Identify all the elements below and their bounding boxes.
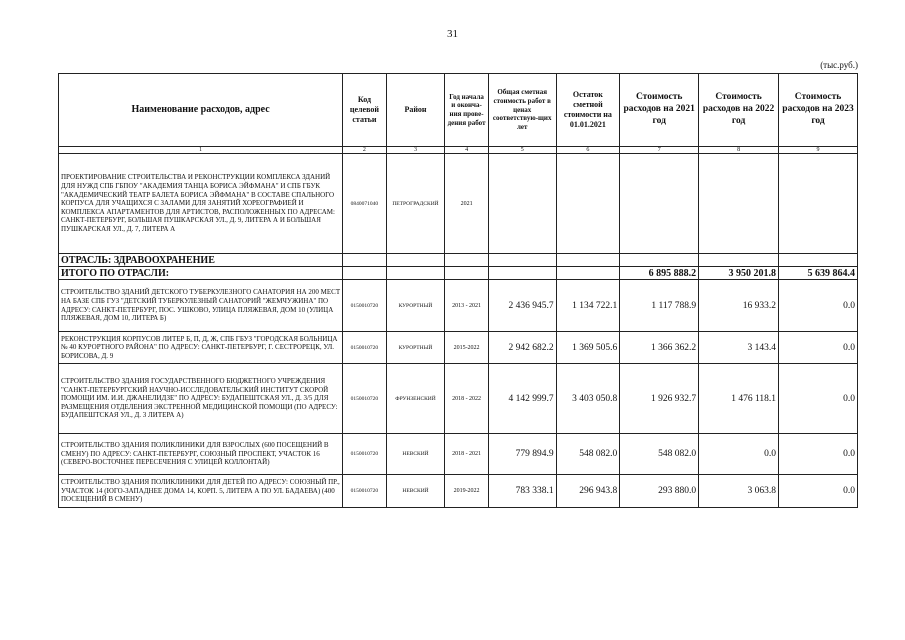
row-code: 0150010720 [343,475,386,508]
row-empty-cell [386,254,445,267]
row-empty-cell [779,254,858,267]
row-name: СТРОИТЕЛЬСТВО ЗДАНИЯ ПОЛИКЛИНИКИ ДЛЯ ВЗРОСЛЫХ (600 ПОСЕЩЕНИЙ В СМЕНУ) ПО АДРЕСУ: САНКТ-ПЕТЕРБУРГ, СОЮЗНЫЙ ПРОСПЕКТ, УЧАСТОК 16 (СЕВЕРО-ВОСТОЧНЕЕ ПЕРЕСЕЧЕНИЯ С УЛИЦЕЙ КОЛЛОНТАЙ) [59,434,343,475]
row-total-cost: 2 436 945.7 [488,280,556,332]
column-number: 1 [59,147,343,154]
row-empty-cell [779,154,858,254]
row-district: ПЕТРОГРАДСКИЙ [386,154,445,254]
row-district: НЕВСКИЙ [386,434,445,475]
row-empty-cell [386,267,445,280]
column-number: 9 [779,147,858,154]
row-code: 0150010720 [343,434,386,475]
row-empty-cell [488,254,556,267]
row-code: 0150010720 [343,280,386,332]
row-remainder: 3 403 050.8 [556,364,620,434]
row-remainder: 1 134 722.1 [556,280,620,332]
row-empty-cell [343,254,386,267]
row-total-cost: 779 894.9 [488,434,556,475]
header-name: Наименование расходов, адрес [59,74,343,147]
row-empty-cell [699,154,779,254]
column-number: 7 [620,147,699,154]
row-cost-2022: 16 933.2 [699,280,779,332]
budget-table [58,73,858,508]
row-empty-cell [488,154,556,254]
row-cost-2022: 3 143.4 [699,332,779,364]
column-number: 6 [556,147,620,154]
row-remainder: 296 943.8 [556,475,620,508]
header-cost-2021: Стоимость расходов на 2021 год [620,74,699,147]
row-code: 0150010720 [343,364,386,434]
header-years: Год начала и оконча-ния прове-дения работ [445,74,488,147]
column-number: 3 [386,147,445,154]
header-total-cost: Общая сметная стоимость работ в ценах соответствую-щих лет [488,74,556,147]
row-district: НЕВСКИЙ [386,475,445,508]
header-row [59,74,858,147]
row-name: СТРОИТЕЛЬСТВО ЗДАНИЙ ДЕТСКОГО ТУБЕРКУЛЕЗНОГО САНАТОРИЯ НА 200 МЕСТ НА БАЗЕ СПБ ГУЗ "ДЕТСКИЙ ТУБЕРКУЛЕЗНЫЙ САНАТОРИЙ "ЖЕМЧУЖИНА" ПО АДРЕСУ: САНКТ-ПЕТЕРБУРГ, ПОС. УШКОВО, УЛИЦА ПЛЯЖЕВАЯ, ДОМ 10 (УЛИЦА ПЛЯЖЕВАЯ, ДОМ 10, ЛИТЕРА Б) [59,280,343,332]
table-row [59,280,858,332]
row-empty-cell [488,267,556,280]
row-years: 2018 - 2022 [445,364,488,434]
row-district: ФРУНЗЕНСКИЙ [386,364,445,434]
row-years: 2019-2022 [445,475,488,508]
row-name: СТРОИТЕЛЬСТВО ЗДАНИЯ ГОСУДАРСТВЕННОГО БЮДЖЕТНОГО УЧРЕЖДЕНИЯ "САНКТ-ПЕТЕРБУРГСКИЙ НАУЧНО-ИССЛЕДОВАТЕЛЬСКИЙ ИНСТИТУТ СКОРОЙ ПОМОЩИ ИМ. И.И. ДЖАНЕЛИДЗЕ" ПО АДРЕСУ: БУДАПЕШТСКАЯ УЛ., Д. 3/5 ДЛЯ РАЗМЕЩЕНИЯ ОТДЕЛЕНИЯ ЭКСТРЕННОЙ МЕДИЦИНСКОЙ ПОМОЩИ (ПО АДРЕСУ: БУДАПЕШТСКАЯ УЛ., Д. 3 ЛИТЕРА А) [59,364,343,434]
sector-total-row [59,267,858,280]
row-name: СТРОИТЕЛЬСТВО ЗДАНИЯ ПОЛИКЛИНИКИ ДЛЯ ДЕТЕЙ ПО АДРЕСУ: СОЮЗНЫЙ ПР., УЧАСТОК 14 (ЮГО-ЗАПАДНЕЕ ДОМА 14, КОРП. 5, ЛИТЕРА А ПО УЛ. БАДАЕВА) (400 ПОСЕЩЕНИЙ В СМЕНУ) [59,475,343,508]
row-total-cost: 2 942 682.2 [488,332,556,364]
row-empty-cell [620,254,699,267]
sector-total-label: ИТОГО ПО ОТРАСЛИ: [59,267,343,280]
row-cost-2021: 293 880.0 [620,475,699,508]
row-cost-2022: 0.0 [699,434,779,475]
row-cost-2023: 0.0 [779,332,858,364]
row-cost-2023: 0.0 [779,475,858,508]
row-name: РЕКОНСТРУКЦИЯ КОРПУСОВ ЛИТЕР Б, П, Д, Ж, СПБ ГБУЗ "ГОРОДСКАЯ БОЛЬНИЦА № 40 КУРОРТНОГО РАЙОНА" ПО АДРЕСУ: САНКТ-ПЕТЕРБУРГ, Г. СЕСТРОРЕЦК, УЛ. БОРИСОВА, Д. 9 [59,332,343,364]
header-remainder: Остаток сметной стоимости на 01.01.2021 [556,74,620,147]
total-cost-2023: 5 639 864.4 [779,267,858,280]
row-cost-2021: 1 117 788.9 [620,280,699,332]
project-row [59,154,858,254]
header-code: Код целевой статьи [343,74,386,147]
page-number: 31 [447,28,458,40]
header-cost-2023: Стоимость расходов на 2023 год [779,74,858,147]
row-empty-cell [699,254,779,267]
units-label: (тыс.руб.) [820,60,858,70]
column-number: 8 [699,147,779,154]
row-cost-2021: 548 082.0 [620,434,699,475]
sector-title: ОТРАСЛЬ: ЗДРАВООХРАНЕНИЕ [59,254,343,267]
row-empty-cell [556,254,620,267]
table-row [59,364,858,434]
row-code: 0150010720 [343,332,386,364]
row-empty-cell [620,154,699,254]
total-cost-2022: 3 950 201.8 [699,267,779,280]
column-number: 2 [343,147,386,154]
total-cost-2021: 6 895 888.2 [620,267,699,280]
row-years: 2015-2022 [445,332,488,364]
column-number: 5 [488,147,556,154]
column-number: 4 [445,147,488,154]
row-empty-cell [445,267,488,280]
column-number-row [59,147,858,154]
row-empty-cell [445,254,488,267]
row-years: 2018 - 2021 [445,434,488,475]
row-remainder: 548 082.0 [556,434,620,475]
header-district: Район [386,74,445,147]
row-total-cost: 783 338.1 [488,475,556,508]
row-cost-2023: 0.0 [779,364,858,434]
table-row [59,434,858,475]
row-empty-cell [556,154,620,254]
row-empty-cell [556,267,620,280]
row-total-cost: 4 142 999.7 [488,364,556,434]
row-years: 2013 - 2021 [445,280,488,332]
row-cost-2021: 1 926 932.7 [620,364,699,434]
row-cost-2023: 0.0 [779,280,858,332]
row-empty-cell [343,267,386,280]
row-cost-2022: 1 476 118.1 [699,364,779,434]
table-row [59,332,858,364]
row-name: ПРОЕКТИРОВАНИЕ СТРОИТЕЛЬСТВА И РЕКОНСТРУКЦИИ КОМПЛЕКСА ЗДАНИЙ ДЛЯ НУЖД СПБ ГБПОУ "АКАДЕМИЯ ТАНЦА БОРИСА ЭЙФМАНА" И СПБ ГБУК "АКАДЕМИЧЕСКИЙ ТЕАТР БАЛЕТА БОРИСА ЭЙФМАНА" В СОСТАВЕ СПАЛЬНОГО КОРПУСА ДЛЯ УЧАЩИХСЯ С ЗАЛАМИ ДЛЯ ЗАНЯТИЙ ХОРЕОГРАФИЕЙ И КОМПЛЕКСА АПАРТАМЕНТОВ ДЛЯ АРТИСТОВ, РАСПОЛОЖЕННЫХ ПО АДРЕСАМ: САНКТ-ПЕТЕРБУРГ, БОЛЬШАЯ ПУШКАРСКАЯ УЛ., Д. 9, ЛИТЕРА А И БОЛЬШАЯ ПУШКАРСКАЯ УЛ., Д. 7, ЛИТЕРА А [59,154,343,254]
row-years: 2021 [445,154,488,254]
table-row [59,475,858,508]
row-district: КУРОРТНЫЙ [386,280,445,332]
row-district: КУРОРТНЫЙ [386,332,445,364]
header-cost-2022: Стоимость расходов на 2022 год [699,74,779,147]
row-cost-2021: 1 366 362.2 [620,332,699,364]
sector-row [59,254,858,267]
row-remainder: 1 369 505.6 [556,332,620,364]
row-cost-2022: 3 063.8 [699,475,779,508]
row-cost-2023: 0.0 [779,434,858,475]
row-code: 0840071040 [343,154,386,254]
